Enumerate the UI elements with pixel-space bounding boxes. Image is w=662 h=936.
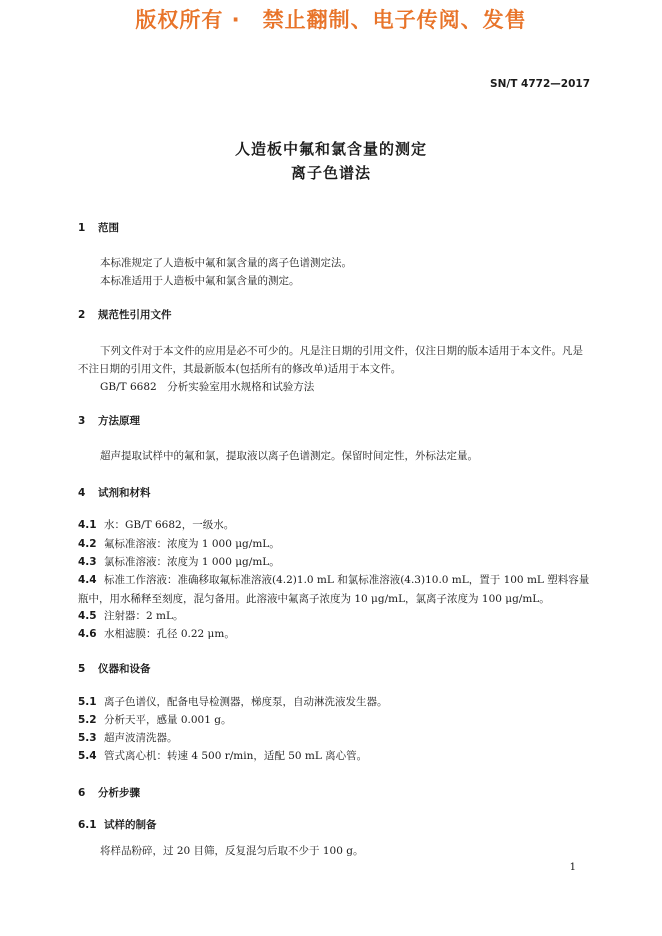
section-number: 5 xyxy=(78,663,86,675)
paragraph: 将样品粉碎，过 20 目筛，反复混匀后取不少于 100 g。 xyxy=(100,845,364,857)
item-number: 5.1 xyxy=(78,696,97,708)
document-title: 人造板中氟和氯含量的测定 xyxy=(234,140,427,158)
item-number: 4.6 xyxy=(78,628,97,640)
list-item xyxy=(78,535,592,554)
item-number: 5.4 xyxy=(78,750,97,762)
section-title: 分析步骤 xyxy=(98,787,140,799)
list-item xyxy=(78,553,592,572)
paragraph: 本标准规定了人造板中氟和氯含量的离子色谱测定法。 xyxy=(100,257,352,269)
item-number: 5.3 xyxy=(78,732,97,744)
list-item xyxy=(78,747,592,766)
item-number: 4.5 xyxy=(78,610,97,622)
item-text: 管式离心机：转速 4 500 r/min，适配 50 mL 离心管。 xyxy=(104,750,368,762)
section-number: 3 xyxy=(78,415,86,427)
subsection-6-1-heading xyxy=(78,817,157,832)
section-title: 范围 xyxy=(98,222,119,234)
list-item xyxy=(78,625,592,644)
item-text: 注射器：2 mL。 xyxy=(104,610,184,622)
item-text: 标准工作溶液：准确移取氟标准溶液(4.2)1.0 mL 和氯标准溶液(4.3)10.0 mL，置于 100 mL 塑料容量瓶中，用水稀释至刻度，混匀备用。此溶液中氟离子浓度为 10 μg/mL，氯离子浓度为 100 μg/mL。 xyxy=(78,574,590,605)
section-1-heading xyxy=(78,220,119,235)
item-text: 超声波清洗器。 xyxy=(104,732,178,744)
item-text: 氯标准溶液：浓度为 1 000 μg/mL。 xyxy=(104,556,280,568)
section-number: 6 xyxy=(78,787,86,799)
paragraph: 下列文件对于本文件的应用是必不可少的。凡是注日期的引用文件，仅注日期的版本适用于本文件。凡是不注日期的引用文件，其最新版本(包括所有的修改单)适用于本文件。 xyxy=(78,345,583,375)
section-4-heading xyxy=(78,485,151,500)
item-number: 4.3 xyxy=(78,556,97,568)
standard-number: SN/T 4772—2017 xyxy=(490,78,590,90)
list-item xyxy=(78,693,592,712)
list-item xyxy=(78,516,592,535)
section-title: 试样的制备 xyxy=(104,819,157,831)
section-title: 方法原理 xyxy=(98,415,140,427)
item-text: 分析天平，感量 0.001 g。 xyxy=(104,714,232,726)
section-number: 6.1 xyxy=(78,819,97,831)
list-item xyxy=(78,711,592,730)
section-number: 4 xyxy=(78,487,86,499)
item-number: 4.2 xyxy=(78,538,97,550)
list-item xyxy=(78,729,592,748)
section-title: 规范性引用文件 xyxy=(98,309,172,321)
paragraph: 本标准适用于人造板中氟和氯含量的测定。 xyxy=(100,275,300,287)
paragraph: 超声提取试样中的氟和氯，提取液以离子色谱测定。保留时间定性，外标法定量。 xyxy=(100,450,478,462)
section-title: 试剂和材料 xyxy=(98,487,151,499)
item-number: 5.2 xyxy=(78,714,97,726)
list-item xyxy=(78,607,592,626)
section-number: 1 xyxy=(78,222,86,234)
document-subtitle: 离子色谱法 xyxy=(290,164,371,182)
section-6-heading xyxy=(78,785,140,800)
reference-entry: GB/T 6682 分析实验室用水规格和试验方法 xyxy=(100,381,315,393)
item-text: 氟标准溶液：浓度为 1 000 μg/mL。 xyxy=(104,538,280,550)
item-text: 水：GB/T 6682，一级水。 xyxy=(104,519,235,531)
list-item xyxy=(78,571,592,609)
item-number: 4.1 xyxy=(78,519,97,531)
section-title: 仪器和设备 xyxy=(98,663,151,675)
section-2-heading xyxy=(78,307,172,322)
item-number: 4.4 xyxy=(78,574,97,586)
section-5-heading xyxy=(78,661,151,676)
section-number: 2 xyxy=(78,309,86,321)
item-text: 离子色谱仪，配备电导检测器，梯度泵，自动淋洗液发生器。 xyxy=(104,696,388,708)
page-number: 1 xyxy=(569,862,576,873)
section-3-heading xyxy=(78,413,140,428)
watermark-banner: 版权所有 · 禁止翻制、电子传阅、发售 xyxy=(135,8,527,32)
item-text: 水相滤膜：孔径 0.22 μm。 xyxy=(104,628,235,640)
